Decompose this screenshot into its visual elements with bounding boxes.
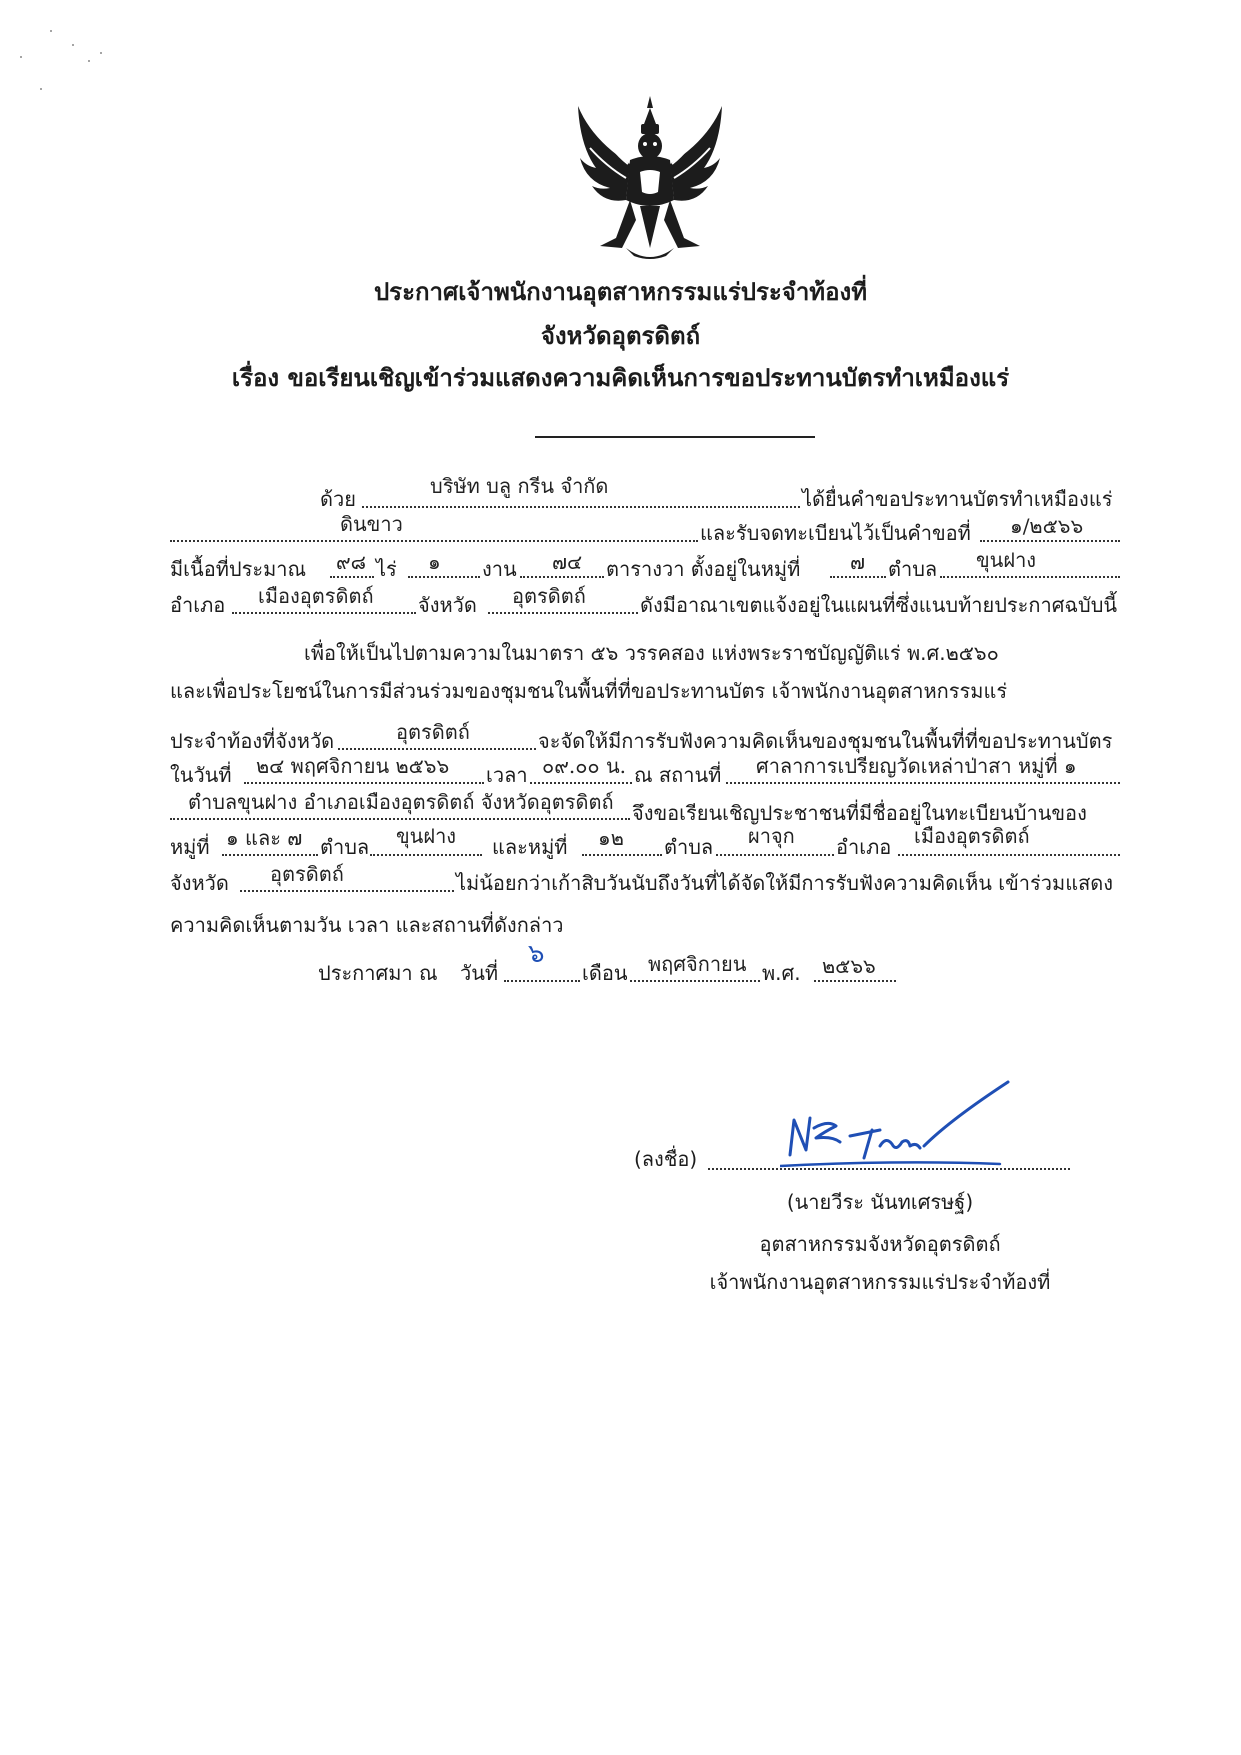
hearing-province: อุตรดิตถ์ — [396, 720, 470, 744]
para1-text: ได้ยื่นคำขอประทานบัตรทำเหมืองแร่ — [802, 487, 1113, 511]
announce-day: ๖ — [528, 939, 545, 969]
fill-line — [716, 854, 834, 856]
signer-name: (นายวีระ นันทเศรษฐ์) — [786, 1190, 974, 1214]
announce-year: ๒๕๖๖ — [822, 954, 876, 978]
para1-text: งาน — [482, 557, 517, 581]
subdistrict: ขุนฝาง — [976, 548, 1037, 572]
para1-prefix: ด้วย — [320, 487, 356, 511]
fill-line — [362, 506, 800, 508]
para2-line-2: และเพื่อประโยชน์ในการมีส่วนร่วมของชุมชนในพื้นที่ที่ขอประทานบัตร เจ้าพนักงานอุตสาหกรรมแร่ — [170, 679, 1008, 703]
fill-line — [830, 576, 886, 578]
fill-line — [814, 980, 896, 982]
fill-line — [488, 612, 638, 614]
hearing-venue-address: ตำบลขุนฝาง อำเภอเมืองอุตรดิตถ์ จังหวัดอุตรดิตถ์ — [188, 790, 614, 814]
fill-line — [940, 576, 1120, 578]
district: เมืองอุตรดิตถ์ — [258, 584, 374, 608]
fill-line — [170, 818, 630, 820]
para2-text: ไม่น้อยกว่าเก้าสิบวันนับถึงวันที่ได้จัดให้มีการรับฟังความคิดเห็น เข้าร่วมแสดง — [456, 871, 1114, 895]
para1-text: และรับจดทะเบียนไว้เป็นคำขอที่ — [700, 521, 971, 545]
hearing-date: ๒๔ พฤศจิกายน ๒๕๖๖ — [256, 754, 450, 778]
para1-text: ไร่ — [376, 557, 397, 581]
para2-text: ตำบล — [664, 835, 714, 859]
fill-line — [980, 540, 1120, 542]
announce-prefix: ประกาศมา ณ — [318, 961, 438, 985]
province: อุตรดิตถ์ — [512, 584, 586, 608]
fill-line — [370, 854, 482, 856]
fill-line — [630, 980, 760, 982]
para2-text: จะจัดให้มีการรับฟังความคิดเห็นของชุมชนในพื้นที่ที่ขอประทานบัตร — [538, 729, 1113, 753]
para2-line-1: เพื่อให้เป็นไปตามความในมาตรา ๕๖ วรรคสอง แห่งพระราชบัญญัติแร่ พ.ศ.๒๕๖๐ — [304, 641, 999, 665]
para2-text: ตำบล — [320, 835, 370, 859]
para1-text: มีเนื้อที่ประมาณ — [170, 557, 307, 581]
company-name: บริษัท บลู กรีน จำกัด — [430, 474, 609, 498]
title-divider — [535, 436, 815, 438]
para2-text: จังหวัด — [170, 871, 229, 895]
subdistrict-1: ขุนฝาง — [396, 824, 457, 848]
para1-text: อำเภอ — [170, 593, 226, 617]
village-number: ๗ — [850, 550, 866, 574]
para1-text: ตารางวา ตั้งอยู่ในหมู่ที่ — [606, 557, 801, 581]
fill-line — [330, 576, 374, 578]
hearing-venue: ศาลาการเปรียญวัดเหล่าป่าสา หมู่ที่ ๑ — [756, 754, 1077, 778]
fill-line — [244, 782, 484, 784]
signature-label: (ลงชื่อ) — [634, 1147, 698, 1171]
title-subject: เรื่อง ขอเรียนเชิญเข้าร่วมแสดงความคิดเห็นการขอประทานบัตรทำเหมืองแร่ — [231, 364, 1010, 392]
subdistrict-2: ผาจุก — [748, 824, 795, 848]
villages-1: ๑ และ ๗ — [226, 826, 303, 850]
signer-position-1: อุตสาหกรรมจังหวัดอุตรดิตถ์ — [759, 1232, 1001, 1256]
announce-year-label: พ.ศ. — [762, 961, 801, 985]
fill-line — [408, 576, 480, 578]
fill-line — [170, 540, 698, 542]
para2-line-8: ความคิดเห็นตามวัน เวลา และสถานที่ดังกล่าว — [170, 913, 564, 937]
para2-text: เวลา — [486, 763, 528, 787]
fill-line — [530, 782, 632, 784]
announce-day-label: วันที่ — [460, 961, 499, 985]
fill-line — [582, 854, 662, 856]
hearing-time: ๐๙.๐๐ น. — [542, 754, 627, 778]
area-rai: ๙๘ — [336, 550, 367, 574]
fill-line — [726, 782, 1120, 784]
para2-text: หมู่ที่ — [170, 835, 210, 859]
fill-line — [232, 612, 416, 614]
para2-text: อำเภอ — [836, 835, 892, 859]
fill-line — [338, 748, 536, 750]
para2-text: ณ สถานที่ — [634, 763, 722, 787]
fill-line — [504, 980, 580, 982]
fill-line — [240, 890, 454, 892]
title-line-1: ประกาศเจ้าพนักงานอุตสาหกรรมแร่ประจำท้องที่ — [373, 278, 868, 306]
para1-text: ตำบล — [888, 557, 938, 581]
village-2: ๑๒ — [598, 826, 624, 850]
signature-mark — [780, 1080, 1020, 1170]
garuda-emblem-icon — [570, 88, 730, 268]
area-wa: ๗๔ — [552, 550, 583, 574]
announce-month-label: เดือน — [582, 961, 628, 985]
para2-text: ประจำท้องที่จังหวัด — [170, 729, 335, 753]
district-2: เมืองอุตรดิตถ์ — [914, 824, 1030, 848]
request-number: ๑/๒๕๖๖ — [1010, 514, 1084, 538]
para1-text: จังหวัด — [418, 593, 477, 617]
fill-line — [898, 854, 1120, 856]
province-2: อุตรดิตถ์ — [270, 862, 344, 886]
para2-text: ในวันที่ — [170, 763, 232, 787]
signature-line — [708, 1168, 1070, 1170]
fill-line — [520, 576, 604, 578]
para1-text: ดังมีอาณาเขตแจ้งอยู่ในแผนที่ซึ่งแนบท้ายประกาศฉบับนี้ — [640, 593, 1118, 617]
announce-month: พฤศจิกายน — [648, 952, 747, 976]
para2-text: และหมู่ที่ — [492, 835, 568, 859]
fill-line — [222, 854, 318, 856]
title-line-2: จังหวัดอุตรดิตถ์ — [540, 322, 701, 350]
para2-text: จึงขอเรียนเชิญประชาชนที่มีชื่ออยู่ในทะเบียนบ้านของ — [632, 801, 1087, 825]
mineral-type: ดินขาว — [340, 512, 403, 536]
signer-position-2: เจ้าพนักงานอุตสาหกรรมแร่ประจำท้องที่ — [709, 1270, 1051, 1294]
area-ngan: ๑ — [428, 550, 441, 574]
